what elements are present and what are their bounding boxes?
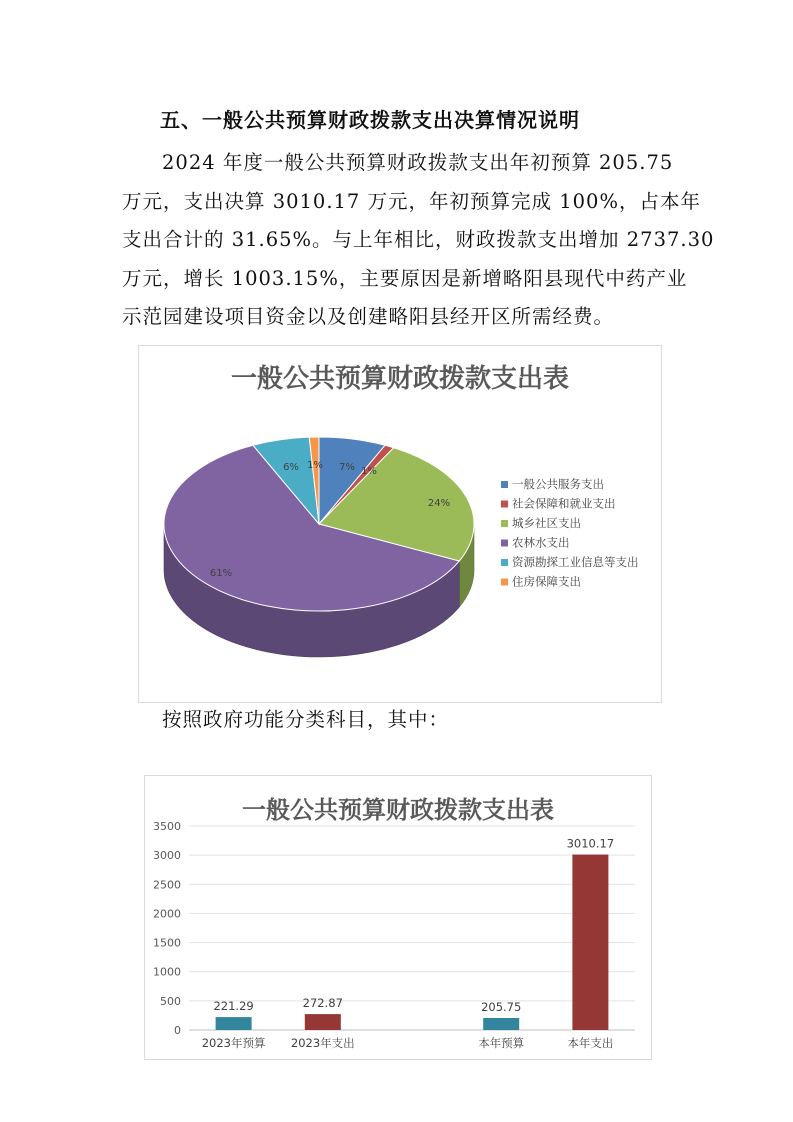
pie-chart-panel — [138, 345, 662, 703]
pie-data-label: 24% — [427, 498, 451, 509]
legend-swatch — [501, 501, 508, 508]
legend-label: 资源勘探工业信息等支出 — [512, 555, 639, 569]
pie-data-label: 61% — [209, 568, 233, 579]
bar-data-label: 3010.17 — [566, 836, 615, 851]
x-category-label: 本年支出 — [567, 1036, 614, 1050]
bar-data-label: 272.87 — [302, 996, 343, 1011]
y-tick-label: 500 — [160, 994, 181, 1008]
legend-label: 农林水支出 — [512, 535, 570, 550]
legend-swatch — [501, 481, 508, 488]
section-heading: 五、一般公共预算财政拨款支出决算情况说明 — [160, 108, 580, 132]
y-tick-label: 0 — [174, 1024, 181, 1037]
x-category-label: 2023年预算 — [201, 1036, 266, 1050]
pie-data-label: 1% — [307, 460, 323, 471]
y-tick-label: 1000 — [153, 965, 181, 979]
y-tick-label: 2500 — [153, 878, 181, 892]
section-subheading: 按照政府功能分类科目，其中： — [162, 708, 450, 731]
legend-swatch — [501, 540, 508, 547]
bar — [216, 1017, 252, 1030]
bar-data-label: 205.75 — [481, 1000, 522, 1015]
y-tick-label: 1500 — [153, 936, 181, 950]
legend-swatch — [501, 579, 508, 586]
pie-chart-title: 一般公共预算财政拨款支出表 — [230, 364, 569, 394]
pie-data-label: 7% — [339, 462, 355, 473]
x-category-label: 本年预算 — [478, 1036, 525, 1050]
pie-data-label: 1% — [361, 466, 377, 477]
bar — [483, 1018, 519, 1030]
bar-grid — [189, 826, 635, 1030]
pie-chart — [139, 346, 661, 702]
section-paragraph — [122, 144, 715, 337]
legend-swatch — [501, 559, 508, 566]
pie-data-label: 6% — [283, 462, 299, 473]
paragraph-line: 万元，增长 1003.15%，主要原因是新增略阳县现代中药产业 — [122, 266, 688, 290]
legend-label: 城乡社区支出 — [512, 516, 581, 530]
y-tick-label: 2000 — [153, 907, 181, 921]
bar-chart — [145, 776, 651, 1059]
legend-label: 社会保障和就业支出 — [512, 496, 616, 511]
legend-swatch — [501, 520, 508, 527]
bar — [572, 855, 608, 1030]
paragraph-line: 万元，支出决算 3010.17 万元，年初预算完成 100%，占本年 — [122, 189, 701, 213]
bar — [305, 1014, 341, 1030]
bar-chart-panel — [144, 775, 652, 1060]
bar-chart-title: 一般公共预算财政拨款支出表 — [242, 795, 554, 824]
paragraph-line: 2024 年度一般公共预算财政拨款支出年初预算 205.75 — [162, 151, 674, 174]
paragraph-line: 支出合计的 31.65%。与上年相比，财政拨款支出增加 2737.30 — [122, 228, 715, 251]
legend-label: 住房保障支出 — [512, 574, 581, 589]
paragraph-line: 示范园建设项目资金以及创建略阳县经开区所需经费。 — [122, 305, 615, 328]
y-tick-label: 3000 — [153, 849, 181, 863]
bar-data-label: 221.29 — [213, 999, 254, 1014]
legend-label: 一般公共服务支出 — [512, 477, 604, 491]
pie-legend — [501, 477, 639, 589]
x-category-label: 2023年支出 — [290, 1036, 355, 1050]
y-tick-label: 3500 — [153, 820, 181, 833]
